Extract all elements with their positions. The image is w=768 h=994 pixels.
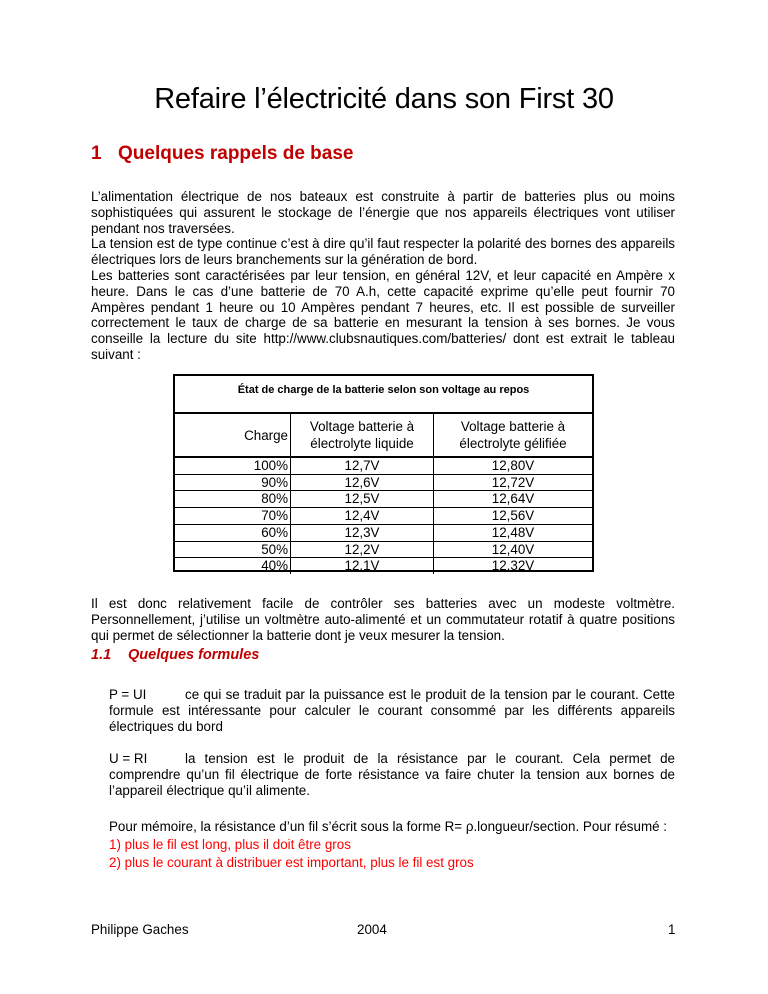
cell-gel: 12,32V — [491, 558, 535, 574]
battery-charge-table — [173, 374, 594, 572]
memo-block — [109, 819, 675, 870]
paragraph: Les batteries sont caractérisées par leur tension, en général 12V, et leur capacité en Ampère x heure. Dans le cas d’une batterie de 70 A.h, cette capacité exprime qu’elle peut fournir 70 Ampères pendant 1 heure ou 10 Ampères pendant 7 heures, etc. Il est possible de surveiller correctement le taux de charge de sa batterie en mesurant la tension à ses bornes. Je vous conseille la lecture du site http://www.clubsnautiques.com/batteries/ dont est extrait le tableau suivant : — [91, 267, 675, 362]
section-heading-1-1 — [91, 647, 259, 663]
paragraph: L’alimentation électrique de nos bateaux est construite à partir de batteries plus ou moins sophistiquées qui assurent le stockage de l’énergie que nos appareils électriques vont utiliser pendant nos traversées. — [91, 189, 675, 236]
cell-liquid: 12,7V — [291, 457, 434, 474]
subsection-number: 1.1 — [91, 647, 112, 663]
cell-gel: 12,72V — [434, 474, 593, 491]
cell-gel: 12,80V — [434, 457, 593, 474]
cell-charge: 40% — [175, 558, 291, 574]
document-title: Refaire l’électricité dans son First 30 — [154, 83, 614, 115]
footer-author: Philippe Gaches — [91, 922, 189, 937]
cell-charge: 60% — [175, 524, 291, 541]
formula-explanation: ce qui se traduit par la puissance est le produit de la tension par le courant. Cette formule est intéressante pour calculer le courant consommé par les différents appareils électriques du bord — [109, 687, 675, 734]
table-row — [175, 474, 592, 491]
cell-gel: 12,56V — [434, 508, 593, 525]
formula-explanation: la tension est le produit de la résistance par le courant. Cela permet de comprendre qu’un fil électrique de forte résistance va faire chuter la tension aux bornes de l’appareil électrique qu’il alimente. — [109, 751, 675, 798]
cell-charge: 50% — [175, 541, 291, 558]
table-row — [175, 541, 592, 558]
formula-voltage — [109, 751, 675, 798]
cell-gel: 12,48V — [434, 524, 593, 541]
formula-text: U = RI — [109, 751, 148, 766]
table-row — [175, 508, 592, 525]
table-row — [175, 491, 592, 508]
formula-power — [109, 687, 675, 734]
cell-charge: 90% — [175, 474, 291, 491]
cell-liquid: 12,6V — [291, 474, 434, 491]
section-number: 1 — [91, 143, 102, 164]
header-charge: Charge — [175, 413, 291, 457]
cell-gel: 12,64V — [434, 491, 593, 508]
cell-liquid: 12,5V — [291, 491, 434, 508]
after-table-paragraph — [91, 596, 675, 643]
footer-year: 2004 — [357, 922, 387, 937]
memo-rule: 2) plus le courant à distribuer est important, plus le fil est gros — [109, 854, 474, 870]
cell-charge: 100% — [175, 457, 291, 474]
cell-liquid: 12,2V — [291, 541, 434, 558]
intro-paragraphs — [91, 189, 675, 363]
cell-liquid: 12,4V — [291, 508, 434, 525]
table-caption: État de charge de la batterie selon son voltage au repos — [237, 384, 530, 396]
paragraph: La tension est de type continue c’est à dire qu’il faut respecter la polarité des bornes des appareils électriques lors de leurs branchements sur la génération de bord. — [91, 236, 675, 268]
header-gel: Voltage batterie à électrolyte gélifiée — [434, 413, 593, 457]
formula-text: P = UI — [109, 687, 147, 702]
table-grid — [175, 412, 592, 574]
footer-page-number: 1 — [668, 922, 676, 937]
section-heading-1 — [91, 143, 353, 165]
memo-rule: 1) plus le fil est long, plus il doit être gros — [109, 836, 351, 852]
cell-liquid: 12,3V — [291, 524, 434, 541]
section-title: Quelques rappels de base — [118, 143, 354, 164]
header-liquid: Voltage batterie à électrolyte liquide — [291, 413, 434, 457]
cell-liquid: 12,1V — [291, 558, 434, 574]
subsection-title: Quelques formules — [128, 647, 260, 663]
paragraph: Il est donc relativement facile de contrôler ses batteries avec un modeste voltmètre. Personnellement, j’utilise un voltmètre auto-alimenté et un commutateur rotatif à quatre positions qui permet de sélectionner la batterie dont je veux mesurer la tension. — [91, 596, 675, 643]
table-row — [175, 457, 592, 474]
cell-charge: 80% — [175, 491, 291, 508]
memo-text: Pour mémoire, la résistance d’un fil s’écrit sous la forme R= ρ.longueur/section. Pour résumé : — [109, 819, 667, 834]
cell-charge: 70% — [175, 508, 291, 525]
table-row — [175, 524, 592, 541]
cell-gel: 12,40V — [434, 541, 593, 558]
table-row — [175, 558, 592, 574]
